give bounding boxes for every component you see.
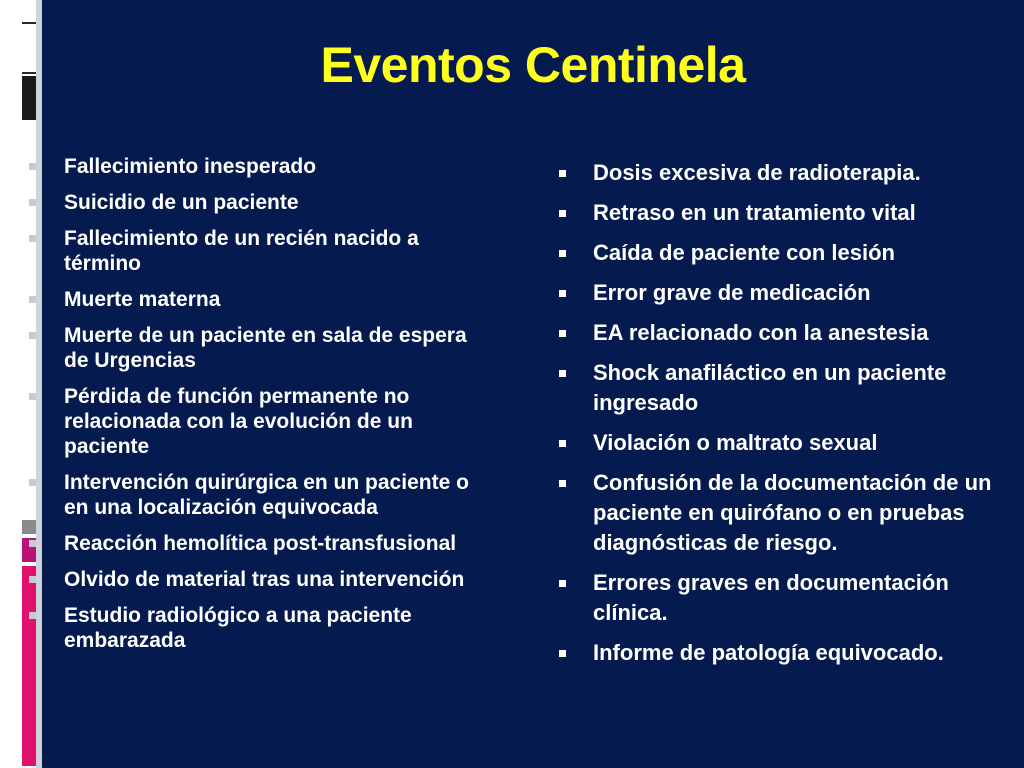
list-item: Estudio radiológico a una paciente embarazada	[42, 603, 482, 653]
list-item: Pérdida de función permanente no relacionada con la evolución de un paciente	[42, 384, 482, 459]
list-item: Suicidio de un paciente	[42, 190, 482, 215]
bullet-icon	[559, 290, 566, 297]
decorative-bar	[22, 520, 36, 534]
bullet-icon	[29, 332, 36, 339]
list-item: Caída de paciente con lesión	[552, 238, 1022, 268]
slide-title: Eventos Centinela	[320, 37, 746, 93]
bullet-icon	[29, 540, 36, 547]
list-item: Dosis excesiva de radioterapia.	[552, 158, 1022, 188]
bullet-icon	[559, 210, 566, 217]
list-item: Errores graves en documentación clínica.	[552, 568, 1022, 628]
bullet-icon	[559, 580, 566, 587]
bullet-icon	[29, 479, 36, 486]
list-item: Informe de patología equivocado.	[552, 638, 1022, 668]
list-item: Confusión de la documentación de un paciente en quirófano o en pruebas diagnósticas de riesgo.	[552, 468, 1022, 558]
list-item: Retraso en un tratamiento vital	[552, 198, 1022, 228]
right-bullet-list	[552, 158, 1022, 678]
bullet-icon	[29, 235, 36, 242]
bullet-icon	[559, 370, 566, 377]
decorative-bar	[22, 566, 36, 766]
bullet-icon	[559, 480, 566, 487]
bullet-icon	[559, 330, 566, 337]
bullet-icon	[559, 650, 566, 657]
list-item: Error grave de medicación	[552, 278, 1022, 308]
list-item: EA relacionado con la anestesia	[552, 318, 1022, 348]
list-item: Shock anafiláctico en un paciente ingresado	[552, 358, 1022, 418]
list-item: Reacción hemolítica post-transfusional	[42, 531, 482, 556]
bullet-icon	[29, 296, 36, 303]
list-item: Muerte materna	[42, 287, 482, 312]
bullet-icon	[29, 163, 36, 170]
slide	[42, 0, 1024, 768]
bullet-icon	[29, 393, 36, 400]
bullet-icon	[559, 440, 566, 447]
list-item: Fallecimiento de un recién nacido a término	[42, 226, 482, 276]
bullet-icon	[29, 612, 36, 619]
bullet-icon	[29, 576, 36, 583]
bullet-icon	[29, 199, 36, 206]
list-item: Intervención quirúrgica en un paciente o en una localización equivocada	[42, 470, 482, 520]
bullet-icon	[559, 170, 566, 177]
decorative-bar	[22, 76, 36, 120]
list-item: Fallecimiento inesperado	[42, 154, 482, 179]
list-item: Muerte de un paciente en sala de espera de Urgencias	[42, 323, 482, 373]
list-item: Violación o maltrato sexual	[552, 428, 1022, 458]
left-bullet-list	[42, 154, 482, 664]
list-item: Olvido de material tras una intervención	[42, 567, 482, 592]
bullet-icon	[559, 250, 566, 257]
decorative-bar	[22, 22, 36, 74]
